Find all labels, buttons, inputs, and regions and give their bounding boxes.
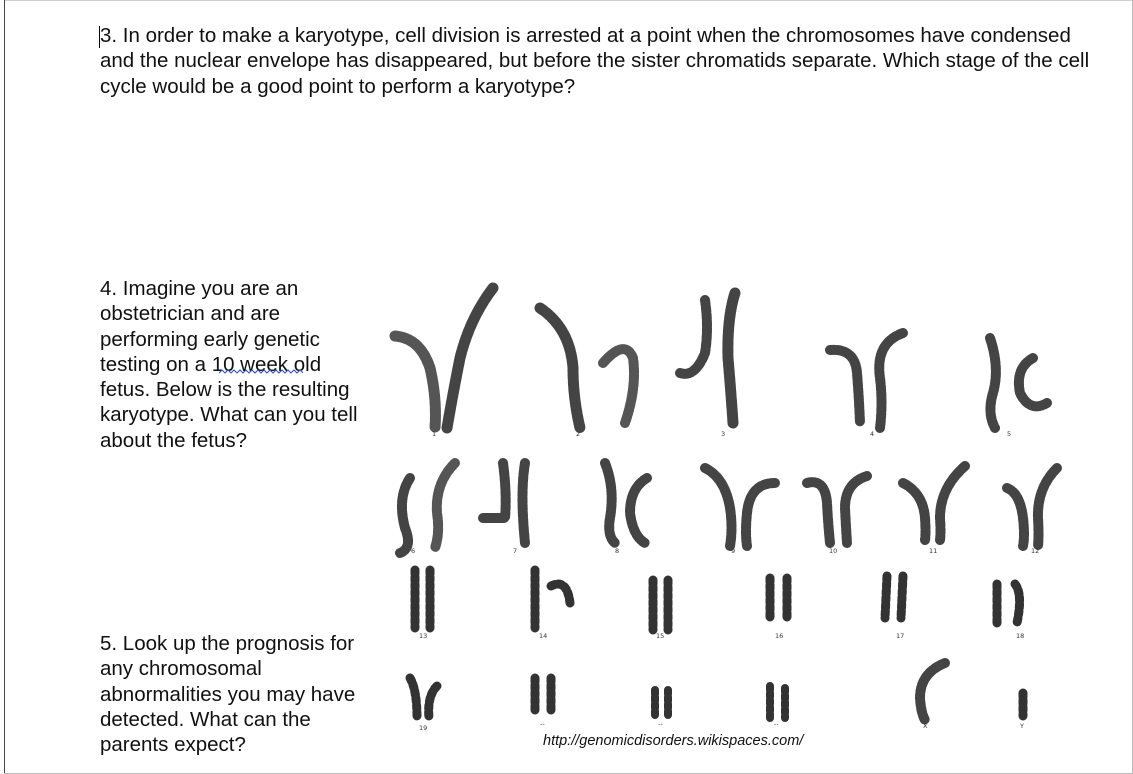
question-3[interactable]: 3. In order to make a karyotype, cell division is arrested at a point when the chromosomes have condensed and the nuclear envelope has disappeared, but before the sister chromatids separate. Which stage of the cell cycle would be a good point to perform a karyotype? [100, 24, 1090, 98]
karyotype-image [375, 278, 1065, 734]
question-5[interactable]: 5. Look up the prognosis for any chromosomal abnormalities you may have detected. What can the parents expect? [100, 632, 356, 757]
chromosome-16 [770, 578, 787, 620]
chromosome-21 [655, 690, 668, 716]
image-source-caption: http://genomicdisorders.wikispaces.com/ [543, 733, 804, 749]
page-edge [4, 0, 5, 774]
chromosome-label: 16 [775, 632, 784, 640]
chromosome-4 [830, 333, 903, 428]
chromosome-label: 6 [411, 547, 416, 555]
chromosome-label: 7 [513, 547, 518, 555]
chromosome-9 [705, 468, 775, 546]
chromosome-label: -- [774, 720, 779, 728]
chromosome-8 [605, 463, 647, 543]
chromosome-label: 15 [656, 632, 665, 640]
text-cursor [99, 26, 100, 48]
chromosome-7 [483, 463, 525, 543]
chromosome-label: 2 [576, 430, 581, 438]
chromosome-17 [885, 576, 903, 618]
chromosome-label: 8 [615, 547, 620, 555]
chromosome-10 [807, 476, 867, 543]
chromosome-label: 3 [721, 430, 726, 438]
chromosome-label: 19 [419, 724, 428, 732]
chromosome-label: -- [658, 720, 663, 728]
spellcheck-underline [219, 369, 303, 375]
chromosome-label: 12 [1031, 547, 1040, 555]
chromosome-2 [540, 308, 634, 428]
chromosome-11 [903, 466, 965, 540]
chromosome-label: 17 [896, 632, 905, 640]
chromosome-label: X [923, 722, 928, 730]
page-edge [4, 0, 1133, 1]
chromosome-label: Y [1020, 722, 1024, 730]
chromosome-pairs [395, 288, 1057, 720]
chromosome-label: 4 [870, 430, 875, 438]
chromosome-15 [653, 580, 668, 630]
chromosome-label: 1 [432, 430, 437, 438]
question-4[interactable]: 4. Imagine you are an obstetrician and are performing early genetic testing on a 10 week old fetus. Below is the resulting karyotype. What can you tell about the fetus? [100, 277, 358, 452]
chromosome-label: 13 [419, 632, 428, 640]
chromosome-1 [395, 288, 493, 428]
chromosome-x [920, 663, 945, 720]
chromosome-label: 11 [929, 547, 938, 555]
chromosome-label: -- [540, 720, 545, 728]
chromosome-22 [770, 686, 785, 718]
chromosome-3 [680, 293, 735, 423]
chromosome-label: 5 [1007, 430, 1012, 438]
chromosome-12 [1007, 468, 1057, 546]
chromosome-label: 10 [829, 547, 838, 555]
chromosome-5 [990, 338, 1047, 428]
chromosome-14 [535, 570, 570, 628]
chromosome-label: 14 [539, 632, 548, 640]
chromosome-19 [410, 678, 437, 718]
chromosome-label: 9 [731, 547, 736, 555]
chromosome-label: 18 [1016, 632, 1025, 640]
chromosome-18 [997, 584, 1020, 623]
chromosome-13 [415, 570, 430, 628]
chromosome-20 [535, 678, 551, 713]
chromosome-6 [400, 463, 455, 553]
